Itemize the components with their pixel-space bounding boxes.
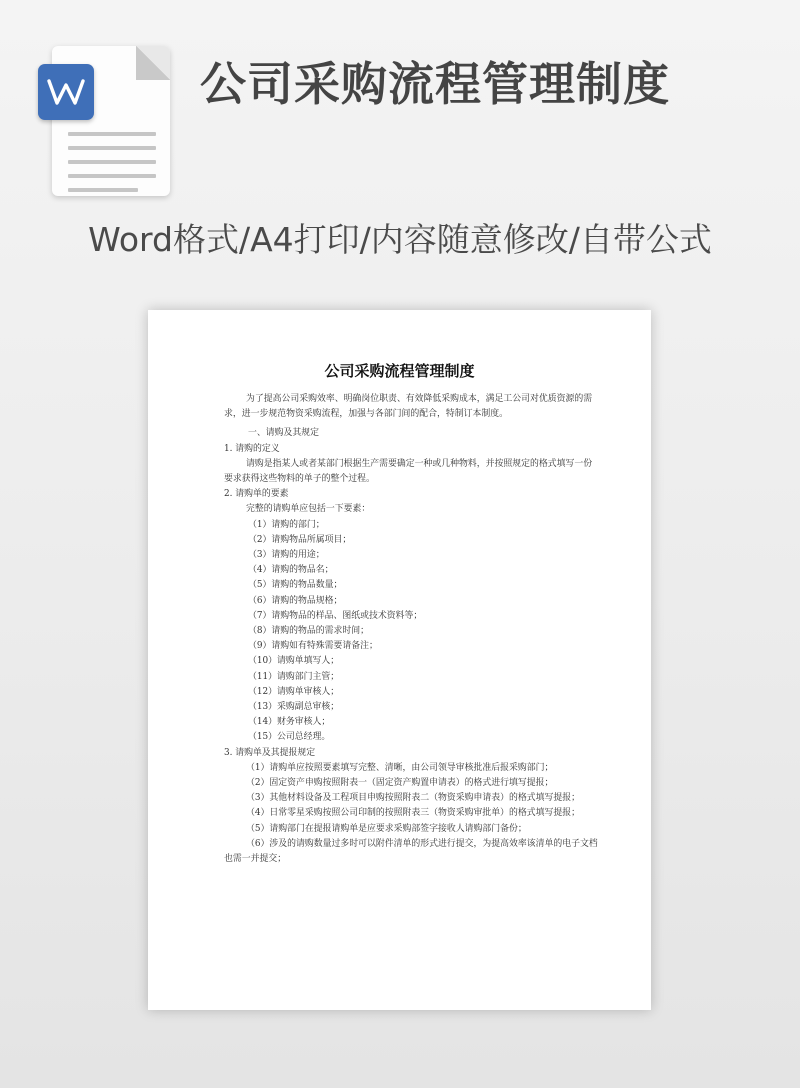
list-item: （1）请购的部门； xyxy=(248,519,325,530)
list-item: （5）请购的物品数量； xyxy=(248,580,343,591)
list-item: （12）请购单审核人； xyxy=(248,686,340,697)
rule-paragraph: （4）日常零星采购按照公司印制的按照附表三（物资采购审批单）的格式填写提报； xyxy=(246,808,581,819)
elements-intro: 完整的请购单应包括一下要素： xyxy=(246,504,371,515)
file-line xyxy=(68,146,156,150)
file-line xyxy=(68,188,138,192)
subsection-heading: 2. 请购单的要素 xyxy=(224,489,289,500)
intro-paragraph: 为了提高公司采购效率、明确岗位职责、有效降低采购成本，满足工公司对优质资源的需求，进一步规范物资采购流程，加强与各部门间的配合，特制订本制度。 xyxy=(224,394,593,420)
list-item: （13）采购副总审核； xyxy=(248,702,340,713)
file-line xyxy=(68,160,156,164)
rule-paragraph: （2）固定资产申购按照附表一（固定资产购置申请表）的格式进行填写提报； xyxy=(246,778,554,789)
elements-list xyxy=(224,518,598,746)
rule-paragraph: （1）请购单应按照要素填写完整、清晰，由公司领导审核批准后报采购部门； xyxy=(246,762,554,773)
document-title: 公司采购流程管理制度 xyxy=(324,362,475,380)
list-item: （6）请购的物品规格； xyxy=(248,595,343,606)
list-item: （8）请购的物品的需求时间； xyxy=(248,626,370,637)
file-line xyxy=(68,132,156,136)
list-item: （3）请购的用途； xyxy=(248,550,325,561)
list-item: （14）财务审核人； xyxy=(248,717,331,728)
rule-paragraph: （6）涉及的请购数量过多时可以附件清单的形式进行提交，为提高效率该清单的电子文档也需一并提交； xyxy=(224,838,598,865)
word-file-icon xyxy=(38,46,172,198)
word-logo-icon xyxy=(38,64,94,120)
list-item: （10）请购单填写人； xyxy=(248,656,340,667)
format-subtitle: Word格式/A4打印/内容随意修改/自带公式 xyxy=(88,220,712,259)
list-item: （2）请购物品所属项目； xyxy=(248,534,352,545)
document-preview xyxy=(148,310,651,1010)
definition-paragraph: 请购是指某人或者某部门根据生产需要确定一种或几种物料，并按照规定的格式填写一份要求获得这些物料的单子的整个过程。 xyxy=(224,458,593,485)
document-body xyxy=(224,384,598,867)
file-fold-corner xyxy=(136,46,170,80)
subsection-heading: 3. 请购单及其提报规定 xyxy=(224,747,316,758)
list-item: （11）请购部门主管； xyxy=(248,671,340,682)
list-item: （15）公司总经理。 xyxy=(248,732,331,743)
rule-paragraph: （5）请购部门在提报请购单是应要求采购部签字接收人请购部门备份； xyxy=(246,823,527,834)
list-item: （9）请购如有特殊需要请备注； xyxy=(248,641,378,652)
list-item: （7）请购物品的样品、图纸或技术资料等； xyxy=(248,610,423,621)
rule-paragraph: （3）其他材料设备及工程项目申购按照附表二（物资采购申请表）的格式填写提报； xyxy=(246,793,581,804)
page-title: 公司采购流程管理制度 xyxy=(200,58,670,110)
section-heading: 一、请购及其规定 xyxy=(248,428,319,439)
file-line xyxy=(68,174,156,178)
subsection-heading: 1. 请购的定义 xyxy=(224,443,280,454)
list-item: （4）请购的物品名； xyxy=(248,565,334,576)
